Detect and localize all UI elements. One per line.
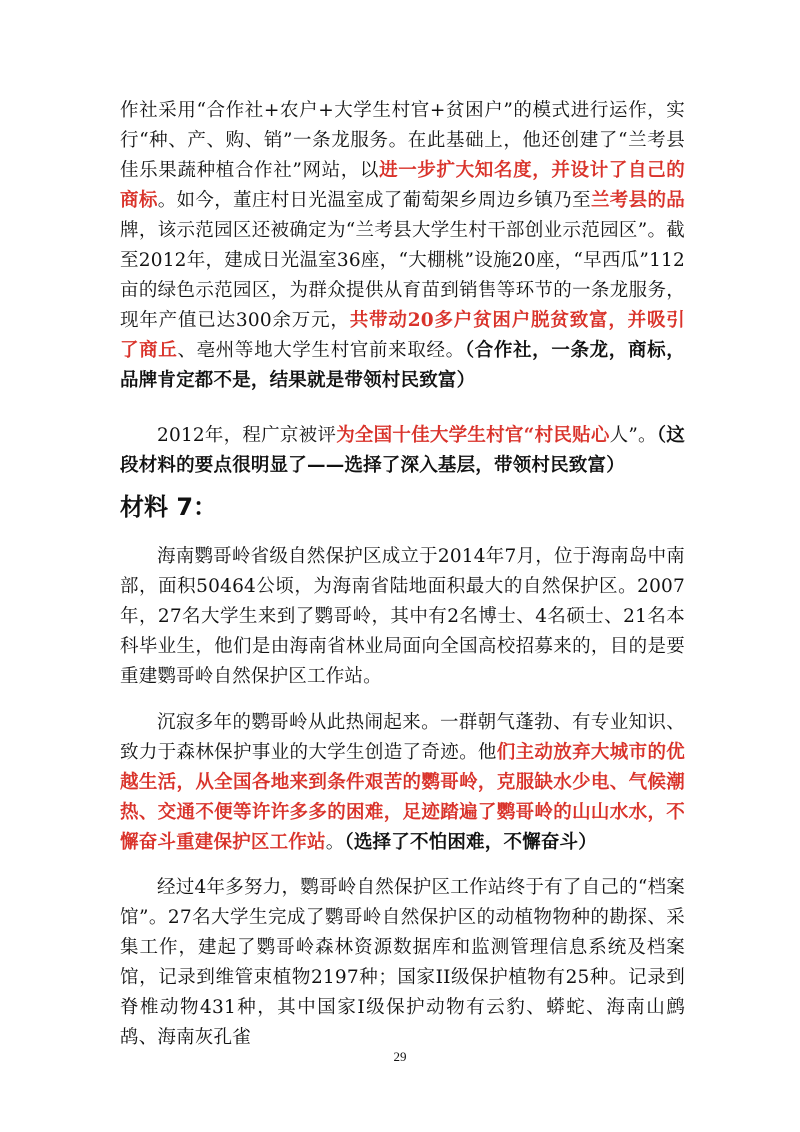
text-segment: 沉寂多年的鹦哥岭从此热闹起来。一群朝气蓬勃、有专业知识、致力于森林保护事业的大学生创造了奇迹。他 (120, 712, 685, 763)
highlight-brand: 兰考县的品 (590, 190, 685, 211)
text-segment: 作社采用“合作社+农户+大学生村官+贫困户”的模式进行运作，实行“种、产、购、销”一条龙服务。在此基础上，他还创建了“兰考县佳乐果蔬种植合作社”网站，以 (120, 100, 685, 181)
comment-note: （这段材料的要点很明显了——选择了深入基层，带领村民致富） (120, 425, 685, 476)
text-segment: 海南鹦哥岭省级自然保护区成立于2014年7月，位于海南岛中南部，面积50464公顷，为海南省陆地面积最大的自然保护区。2007年，27名大学生来到了鹦哥岭，其中有2名博士、4名硕士、21名本科毕业生，他们是由海南省林业局面向全国高校招募来的，目的是要重建鹦哥岭自然保护区工作站。 (120, 546, 685, 687)
paragraph-award (120, 421, 685, 481)
comment-note: （选择了不怕困难，不懈奋斗） (344, 832, 597, 853)
paragraph-cooperative (120, 96, 685, 396)
section-heading: 材料 7： (120, 493, 218, 521)
highlight-award: 为全国十佳大学生村官“村民贴心 (336, 425, 610, 446)
text-segment: 经过4年多努力，鹦哥岭自然保护区工作站终于有了自己的“档案馆”。27名大学生完成了鹦哥岭自然保护区的动植物物种的勘探、采集工作，建起了鹦哥岭森林资源数据库和监测管理信息系统及档案馆，记录到维管束植物2197种；国家II级保护植物有25种。记录到脊椎动物431种，其中国家I级保护动物有云豹、蟒蛇、海南山鹧鸪、海南灰孔雀 (120, 877, 685, 1048)
page-number: 29 (393, 1049, 407, 1064)
highlight-hardship: 们主动放弃大城市的优越生活，从全国各地来到条件艰苦的鹦哥岭，克服缺水少电、气候潮热、交通不便等许许多多的困难，足迹踏遍了鹦哥岭的山山水水，不懈奋斗重建保护区工作站 (120, 742, 685, 853)
text-segment: 牌，该示范园区还被确定为“兰考县大学生村干部创业示范园区”。截至2012年，建成日光温室36座，“大棚桃”设施20座，“早西瓜”112亩的绿色示范园区，为群众提供从育苗到销售等环节的一条龙服务，现年产值已达300余万元， (120, 220, 685, 331)
paragraph-archive (120, 873, 685, 1053)
text-segment: 人”。 (609, 425, 657, 446)
highlight-poverty: 共带动20多户贫困户脱贫致富，并吸引了商丘 (120, 310, 685, 361)
text-segment: 2012年，程广京被评 (157, 425, 337, 446)
highlight-trademark: 进一步扩大知名度，并设计了自己的商标 (120, 160, 686, 211)
text-segment: 、亳州等地大学生村官前来取经。 (177, 340, 465, 361)
text-segment: 。如今，董庄村日光温室成了葡萄架乡周边乡镇乃至 (157, 190, 591, 211)
paragraph-reserve (120, 542, 685, 692)
paragraph-students (120, 708, 685, 858)
comment-note: （合作社，一条龙，商标，品牌肯定都不是，结果就是带领村民致富） (120, 340, 685, 391)
text-segment: 。 (325, 832, 345, 853)
